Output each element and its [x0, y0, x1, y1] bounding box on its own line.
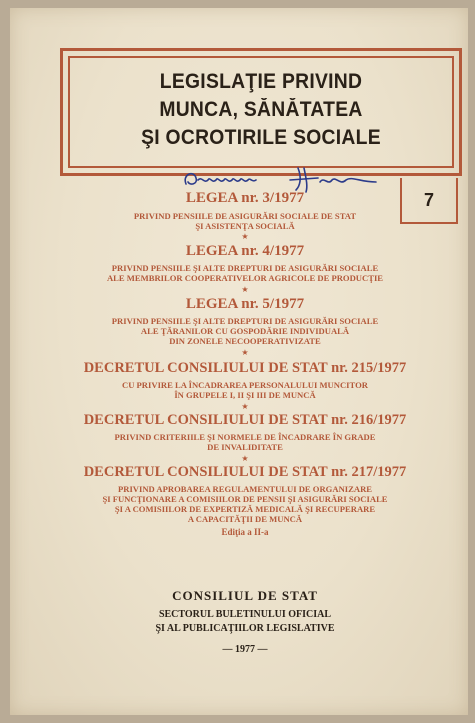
decree-217-title: DECRETUL CONSILIULUI DE STAT nr. 217/1977 — [83, 464, 407, 480]
law-1-title: LEGEA nr. 3/1977 — [185, 190, 305, 206]
title-line-1: LEGISLAŢIE PRIVIND — [159, 70, 363, 93]
decree-215-desc-line-1: CU PRIVIRE LA ÎNCADRAREA PERSONALULUI MUNCITOR — [122, 380, 368, 390]
law-3-title: LEGEA nr. 5/1977 — [185, 296, 305, 312]
decree-216-title: DECRETUL CONSILIULUI DE STAT nr. 216/1977 — [83, 412, 407, 428]
law-3-desc-line-1: PRIVIND PENSIILE ŞI ALTE DREPTURI DE ASIGURĂRI SOCIALE — [111, 316, 379, 326]
separator-star: ★ — [241, 402, 249, 411]
title-line-2: MUNCA, SĂNĂTATEA — [159, 98, 363, 121]
law-3-desc-line-2: ALE ŢĂRANILOR CU GOSPODĂRIE INDIVIDUALĂ — [140, 326, 350, 336]
separator-star: ★ — [241, 232, 249, 241]
law-1-desc-line-1: PRIVIND PENSIILE DE ASIGURĂRI SOCIALE DE STAT — [133, 211, 357, 221]
law-1-desc-line-2: ŞI ASISTENŢA SOCIALĂ — [195, 221, 295, 231]
publisher-name: CONSILIUL DE STAT — [172, 588, 318, 603]
decree-217-desc-line-2: ŞI FUNCŢIONARE A COMISIILOR DE PENSII ŞI ASIGURĂRI SOCIALE — [102, 494, 388, 504]
law-2-desc-line-2: ALE MEMBRILOR COOPERATIVELOR AGRICOLE DE PRODUCŢIE — [106, 273, 384, 283]
decree-216-desc-line-2: DE INVALIDITATE — [207, 442, 283, 452]
publisher-sector-line-2: ŞI AL PUBLICAŢIILOR LEGISLATIVE — [155, 623, 335, 634]
edition-note: Ediţia a II-a — [221, 527, 269, 537]
decree-217-desc-line-4: A CAPACITĂŢII DE MUNCĂ — [187, 514, 303, 524]
volume-number: 7 — [423, 189, 434, 210]
decree-215-desc-line-2: ÎN GRUPELE I, II ŞI III DE MUNCĂ — [174, 390, 316, 400]
book-cover — [10, 8, 468, 715]
law-3-desc-line-3: DIN ZONELE NECOOPERATIVIZATE — [169, 336, 321, 346]
publication-year: — 1977 — — [222, 644, 268, 655]
publisher-sector-line-1: SECTORUL BULETINULUI OFICIAL — [158, 609, 332, 620]
law-2-desc-line-1: PRIVIND PENSIILE ŞI ALTE DREPTURI DE ASIGURĂRI SOCIALE — [111, 263, 379, 273]
separator-star: ★ — [241, 285, 249, 294]
law-2-title: LEGEA nr. 4/1977 — [185, 243, 305, 259]
decree-217-desc-line-1: PRIVIND APROBAREA REGULAMENTULUI DE ORGANIZARE — [117, 484, 373, 494]
separator-star: ★ — [241, 348, 249, 357]
separator-star: ★ — [241, 454, 249, 463]
decree-217-desc-line-3: ŞI A COMISIILOR DE EXPERTIZĂ MEDICALĂ ŞI RECUPERARE — [114, 504, 376, 514]
title-line-3: ŞI OCROTIRILE SOCIALE — [141, 126, 381, 149]
decree-216-desc-line-1: PRIVIND CRITERIILE ŞI NORMELE DE ÎNCADRARE ÎN GRADE — [114, 432, 376, 442]
decree-215-title: DECRETUL CONSILIULUI DE STAT nr. 215/1977 — [83, 360, 407, 376]
